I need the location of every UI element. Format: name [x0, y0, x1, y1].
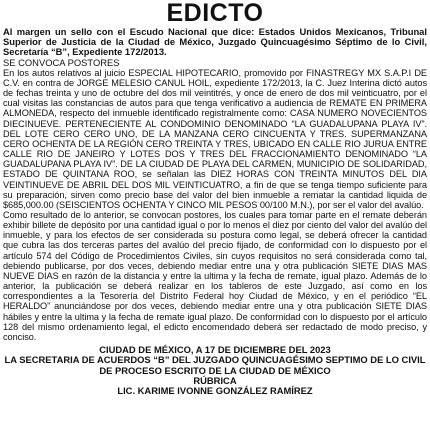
edict-document — [3, 0, 427, 443]
court-header: Al margen un sello con el Escudo Nacional que dice: Estados Unidos Mexicanos, Tribunal Superior de Justicia de la Ciudad de México, Juzgado Quincuagésimo Séptimo de lo Civil, Secretaría “B”, Expediente 172/2013. — [3, 26, 427, 58]
rubrica-line: RÚBRICA — [193, 374, 237, 386]
date-line: CIUDAD DE MÉXICO, A 17 DE DICIEMBRE DEL 2023 — [99, 344, 331, 356]
edict-title: EDICTO — [166, 0, 264, 27]
body-paragraph-1: En los autos relativos al juicio ESPECIAL HIPOTECARIO, promovido por FINASTREGY MX S.A.P.I DE C.V. en contra de JORGE MELESIO CANUL HOIL, expediente 172/2013, la C. Juez Interina dictó autos de fechas treinta y uno de octubre del dos mil veintitrés, y once de enero de dos mil veinticuatro, por el cual visitas las constancias de autos para que tenga verificativo a audiencia de REMATE EN PRIMERA ALMONEDA, respecto del inmueble identificado registralmente como: CASA NUMERO NOVECIENTOS DIECINUEVE. PERTENECIENTE AL CONDOMINIO DENOMINADO “LA GUADALUPANA PLAYA IV”. DEL LOTE CERO CERO UNO, DE LA MANZANA CERO CINCUENTA Y TRES. SUPERMANZANA CERO OCHENTA DE LA REGIÓN CERO TREINTA Y TRES, UBICADO EN CALLE RIO JURUA ENTRE CALLE RIO DE JANEIRO Y LOTES DOS Y TRES DEL FRACCIONAMIENTO DENOMINADO “LA GUADALUPANA PLAYA IV”. DE LA CIUDAD DE PLAYA DEL CARMEN, MUNICIPIO DE SOLIDARIDAD, ESTADO DE QUINTANA ROO, se señalan las DIEZ HORAS CON TREINTA MINUTOS DEL DIA VEINTINUEVE DE ABRIL DEL DOS MIL VEINTICUATRO, a fin de que se tenga tiempo suficiente para su preparación, sirven como precio base del valor del bien inmueble a rematar la cantidad liquida de $685,000.00 (SEISCIENTOS OCHENTA Y CINCO MIL PESOS 00/100 M.N.), por ser el valor del avalúo. — [3, 67, 427, 210]
secretary-line: LA SECRETARIA DE ACUERDOS “B” DEL JUZGADO QUINCUAGÉSIMO SEPTIMO DE LO CIVIL DE PROCESO ESCRITO DE LA CIUDAD DE MÉXICO — [4, 354, 426, 376]
subheading: SE CONVOCA POSTORES — [3, 56, 120, 68]
body-paragraph-2: Como resultado de lo anterior, se convocan postores, los cuales para tomar parte en el remate deberán exhibir billete de depósito por una cantidad igual o por lo menos el diez por ciento del valor del avalúo del inmueble, y para los efectos de ser considerada su postura como legal, se deberá ofrecer la cantidad que cubra las dos terceras partes del avalúo del precio fijado, de conformidad con lo dispuesto por el artículo 574 del Código de Procedimientos Civiles, sin cuyos requisitos no será considerada como tal, debiendo publicarse, por dos veces, debiendo mediar entre una y otra publicación SIETE DIAS MAS NUEVE DIAS en razón de la distancia y entre la ultima y la fecha de remate, igual plazo. Además de lo anterior, la publicación se deberá realizar en los tableros de este Juzgado, así como en los correspondientes a la Tesorería del Distrito Federal hoy Ciudad de México, y en el periódico “EL HERALDO” anunciándose por dos veces, debiendo mediar entre una y otra publicación SIETE DIAS hábiles y entre la ultima y la fecha de remate igual plazo. De conformidad con lo dispuesto por el artículo 128 del mismo ordenamiento legal, el edicto encomendado deberá ser redactado de modo preciso, y conciso. — [3, 210, 427, 342]
signatory-name: LIC. KARIME IVONNE GONZÁLEZ RAMÍREZ — [117, 385, 313, 397]
